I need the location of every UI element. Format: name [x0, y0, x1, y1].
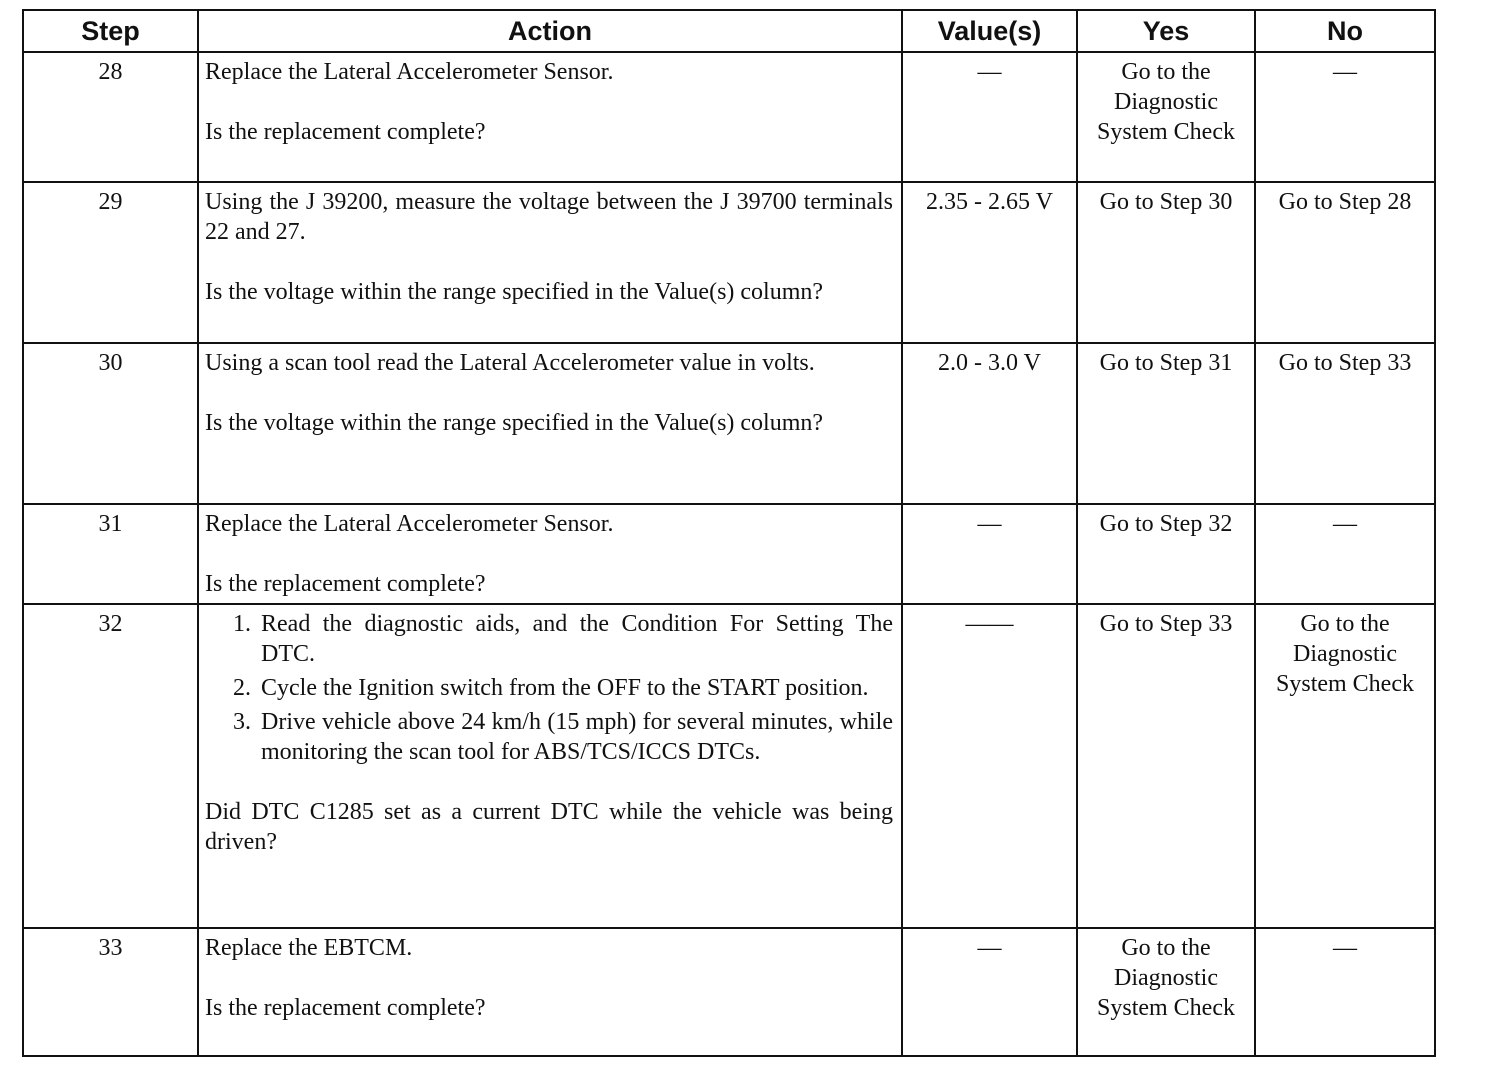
step-number: 33 — [23, 928, 198, 1056]
yes-cell: Go to the Diagnostic System Check — [1077, 928, 1255, 1056]
no-cell: Go to the Diagnostic System Check — [1255, 604, 1435, 928]
value-cell: 2.35 - 2.65 V — [902, 182, 1077, 343]
action-question: Did DTC C1285 set as a current DTC while the vehicle was being driven? — [205, 799, 893, 855]
no-cell: — — [1255, 928, 1435, 1056]
action-text: Using a scan tool read the Lateral Accelerometer value in volts. — [205, 350, 815, 376]
action-cell — [198, 52, 902, 182]
list-item: Drive vehicle above 24 km/h (15 mph) for several minutes, while monitoring the scan tool for ABS/TCS/ICCS DTCs. — [261, 709, 893, 765]
value-cell: — — [902, 928, 1077, 1056]
table-row — [23, 52, 1435, 182]
header-values: Value(s) — [902, 10, 1077, 52]
list-item: Read the diagnostic aids, and the Condition For Setting The DTC. — [261, 611, 893, 667]
header-step: Step — [23, 10, 198, 52]
procedure-list — [205, 609, 893, 767]
value-cell: —— — [902, 604, 1077, 928]
step-number: 29 — [23, 182, 198, 343]
header-row — [23, 10, 1435, 52]
action-text: Replace the EBTCM. — [205, 935, 413, 961]
action-question: Is the replacement complete? — [205, 571, 486, 597]
table-row — [23, 343, 1435, 504]
table-row — [23, 504, 1435, 604]
action-text: Replace the Lateral Accelerometer Sensor. — [205, 511, 614, 537]
value-cell: — — [902, 52, 1077, 182]
table-row — [23, 182, 1435, 343]
no-cell: Go to Step 33 — [1255, 343, 1435, 504]
action-question: Is the replacement complete? — [205, 995, 486, 1021]
yes-cell: Go to Step 30 — [1077, 182, 1255, 343]
action-cell — [198, 604, 902, 928]
diagnostic-table — [22, 9, 1436, 1057]
action-cell — [198, 182, 902, 343]
table-row — [23, 928, 1435, 1056]
step-number: 30 — [23, 343, 198, 504]
table-row — [23, 604, 1435, 928]
action-cell — [198, 343, 902, 504]
no-cell: — — [1255, 52, 1435, 182]
action-question: Is the voltage within the range specified in the Value(s) column? — [205, 279, 824, 305]
header-no: No — [1255, 10, 1435, 52]
action-cell — [198, 928, 902, 1056]
action-text: Using the J 39200, measure the voltage between the J 39700 terminals 22 and 27. — [205, 189, 893, 245]
yes-cell: Go to Step 31 — [1077, 343, 1255, 504]
step-number: 32 — [23, 604, 198, 928]
no-cell: — — [1255, 504, 1435, 604]
action-question: Is the voltage within the range specified in the Value(s) column? — [205, 410, 824, 436]
list-item: Cycle the Ignition switch from the OFF to the START position. — [261, 675, 869, 701]
step-number: 28 — [23, 52, 198, 182]
action-cell — [198, 504, 902, 604]
header-action: Action — [198, 10, 902, 52]
value-cell: 2.0 - 3.0 V — [902, 343, 1077, 504]
step-number: 31 — [23, 504, 198, 604]
value-cell: — — [902, 504, 1077, 604]
header-yes: Yes — [1077, 10, 1255, 52]
yes-cell: Go to Step 33 — [1077, 604, 1255, 928]
no-cell: Go to Step 28 — [1255, 182, 1435, 343]
yes-cell: Go to the Diagnostic System Check — [1077, 52, 1255, 182]
yes-cell: Go to Step 32 — [1077, 504, 1255, 604]
action-text: Replace the Lateral Accelerometer Sensor. — [205, 59, 614, 85]
action-question: Is the replacement complete? — [205, 119, 486, 145]
